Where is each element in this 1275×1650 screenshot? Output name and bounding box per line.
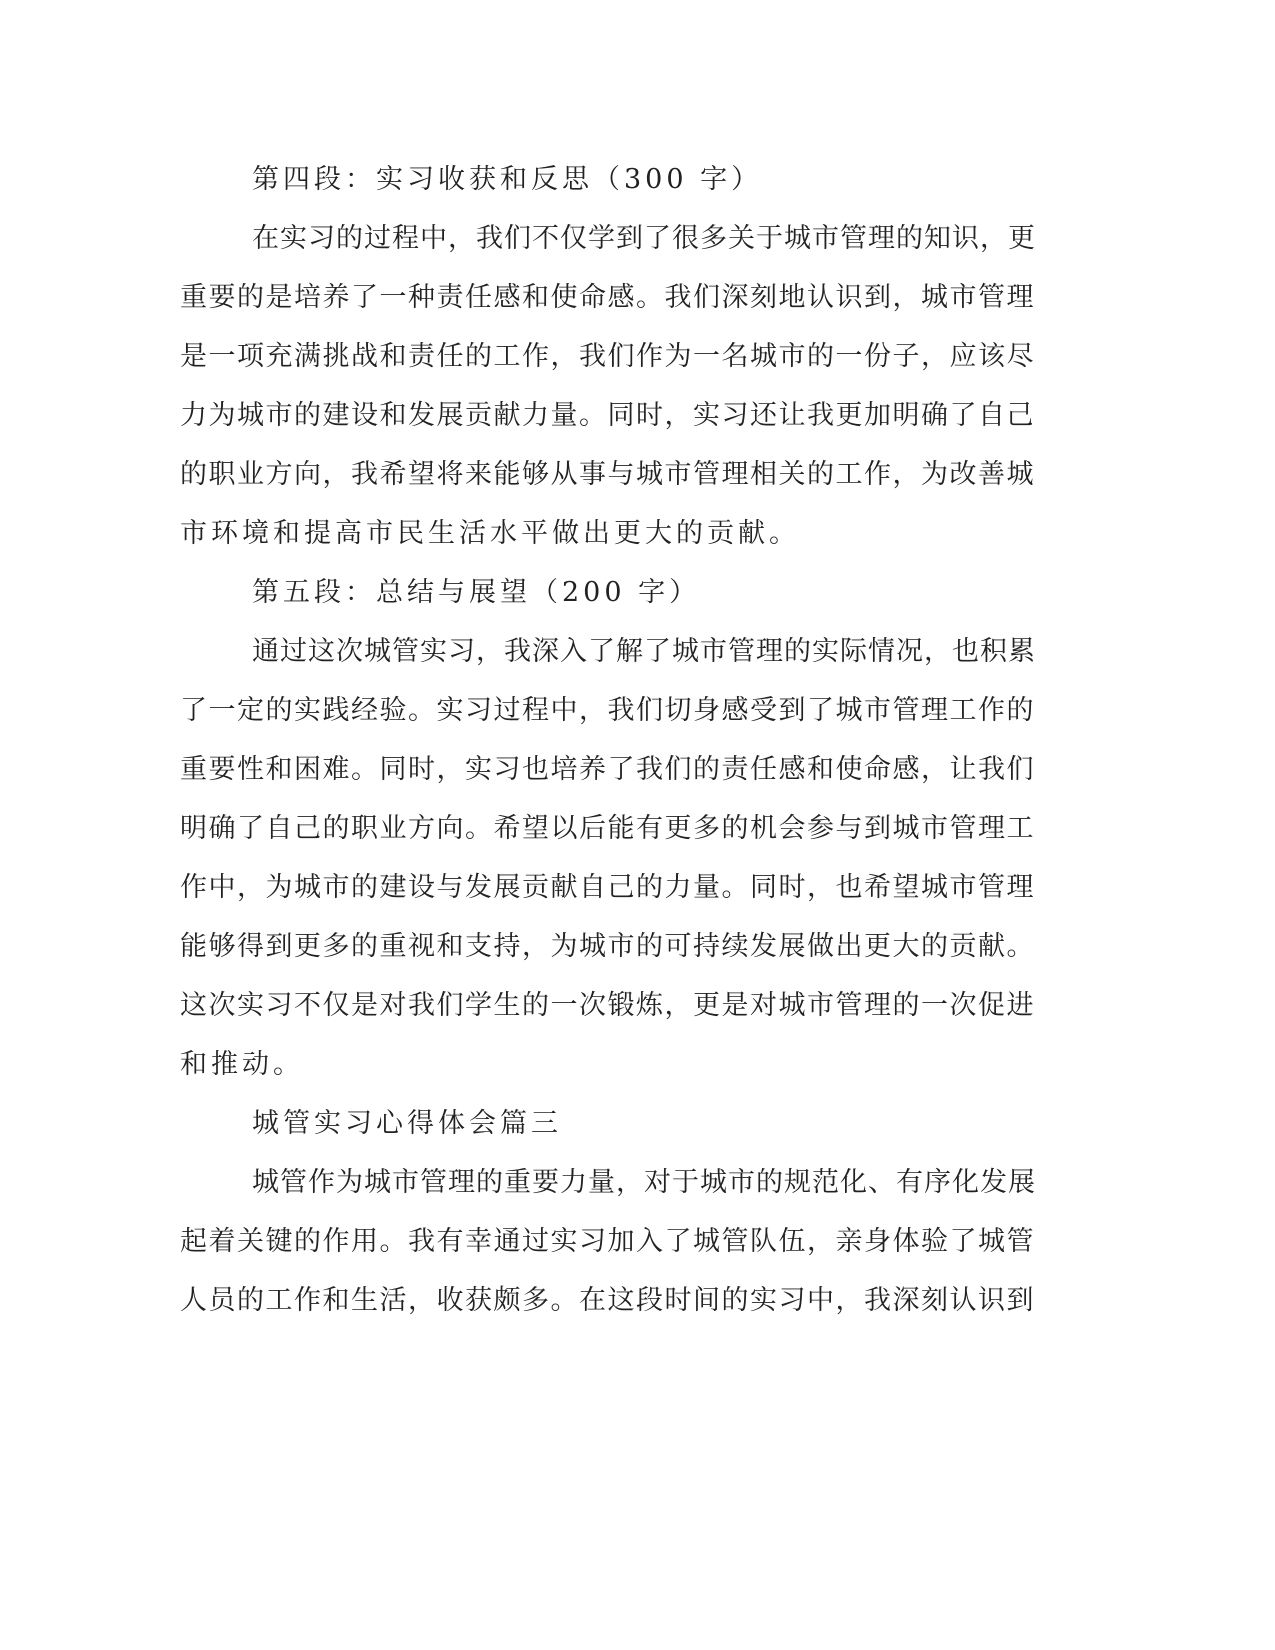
paragraph-line: 市环境和提高市民生活水平做出更大的贡献。 [180,518,800,549]
paragraph-line: 作中，为城市的建设与发展贡献自己的力量。同时，也希望城市管理 [180,872,1035,903]
paragraph-line: 明确了自己的职业方向。希望以后能有更多的机会参与到城市管理工 [180,813,1035,844]
section-heading-4: 第四段：实习收获和反思（300 字） [252,164,763,195]
article-heading: 城管实习心得体会篇三 [252,1108,562,1139]
paragraph-line: 的职业方向，我希望将来能够从事与城市管理相关的工作，为改善城 [180,459,1035,490]
paragraph-line: 城管作为城市管理的重要力量，对于城市的规范化、有序化发展 [252,1167,1036,1198]
paragraph-line: 重要性和困难。同时，实习也培养了我们的责任感和使命感，让我们 [180,754,1035,785]
section-heading-5: 第五段：总结与展望（200 字） [252,577,701,608]
paragraph-line: 人员的工作和生活，收获颇多。在这段时间的实习中，我深刻认识到 [180,1285,1035,1316]
paragraph-line: 通过这次城管实习，我深入了解了城市管理的实际情况，也积累 [252,636,1036,667]
paragraph-line: 和推动。 [180,1049,304,1080]
paragraph-line: 了一定的实践经验。实习过程中，我们切身感受到了城市管理工作的 [180,695,1035,726]
paragraph-line: 是一项充满挑战和责任的工作，我们作为一名城市的一份子，应该尽 [180,341,1035,372]
paragraph-line: 在实习的过程中，我们不仅学到了很多关于城市管理的知识，更 [252,223,1036,254]
paragraph-line: 力为城市的建设和发展贡献力量。同时，实习还让我更加明确了自己 [180,400,1035,431]
paragraph-line: 能够得到更多的重视和支持，为城市的可持续发展做出更大的贡献。 [180,931,1035,962]
paragraph-line: 这次实习不仅是对我们学生的一次锻炼，更是对城市管理的一次促进 [180,990,1035,1021]
paragraph-line: 重要的是培养了一种责任感和使命感。我们深刻地认识到，城市管理 [180,282,1035,313]
paragraph-line: 起着关键的作用。我有幸通过实习加入了城管队伍，亲身体验了城管 [180,1226,1035,1257]
